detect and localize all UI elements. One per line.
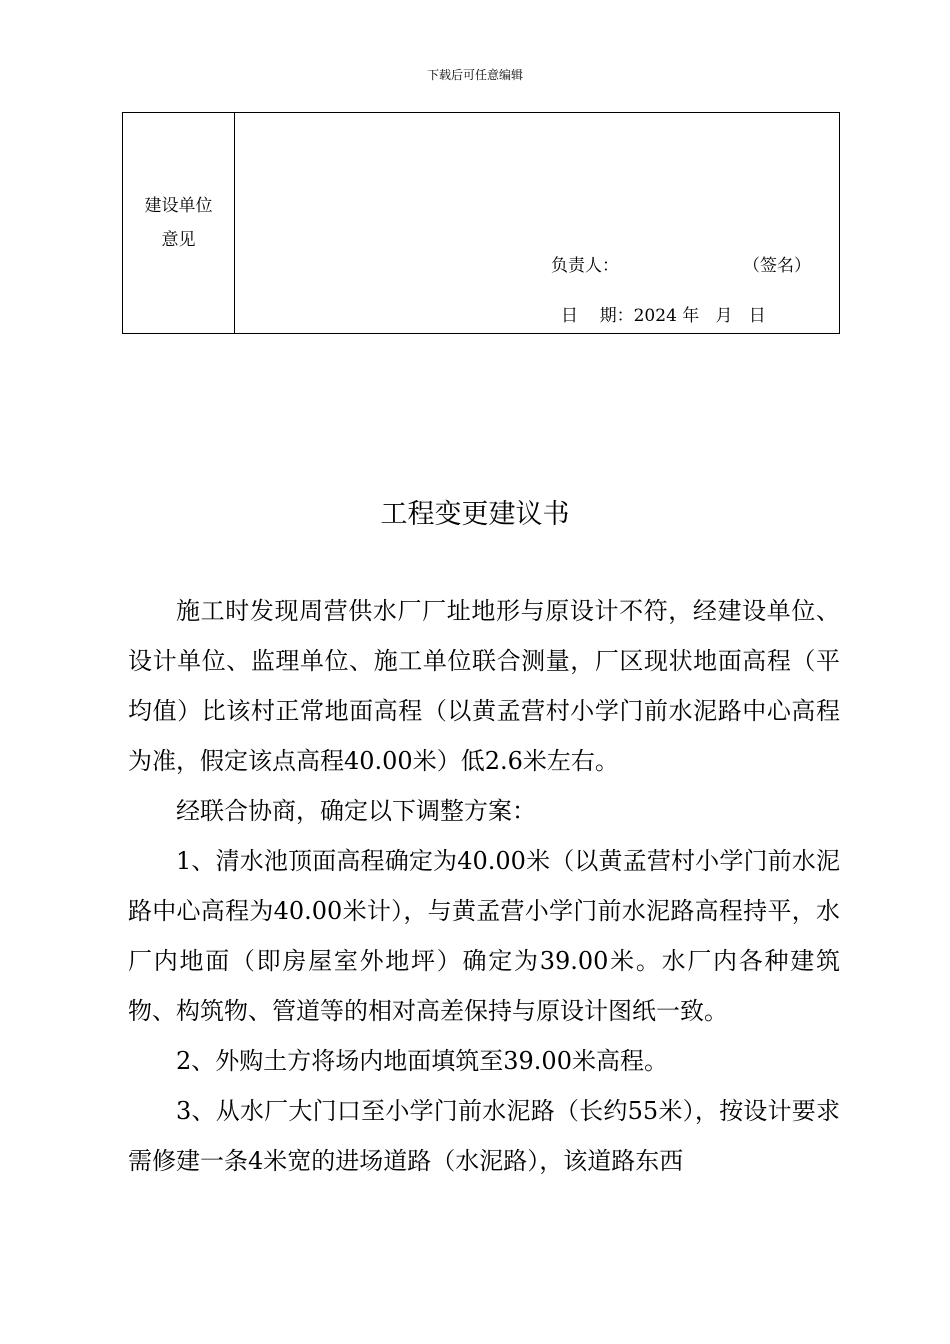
responsible-label: 负责人：: [551, 256, 619, 276]
paragraph: 1、清水池顶面高程确定为40.00米（以黄孟营村小学门前水泥路中心高程为40.00米计），与黄孟营小学门前水泥路高程持平，水厂内地面（即房屋室外地坪）确定为39.00米。水厂内各种建筑物、构筑物、管道等的相对高差保持与原设计图纸一致。: [128, 847, 840, 1025]
paragraph: 2、外购土方将场内地面填筑至39.00米高程。: [176, 1047, 668, 1075]
label-line-2: 意见: [161, 230, 196, 250]
paragraph: 施工时发现周营供水厂厂址地形与原设计不符，经建设单位、设计单位、监理单位、施工单位联合测量，厂区现状地面高程（平均值）比该村正常地面高程（以黄孟营村小学门前水泥路中心高程为准，假定该点高程40.00米）低2.6米左右。: [128, 597, 840, 775]
signature-note: （签名）: [743, 256, 811, 276]
paragraph: 经联合协商，确定以下调整方案：: [176, 797, 536, 825]
paragraph: 3、从水厂大门口至小学门前水泥路（长约55米），按设计要求需修建一条4米宽的进场道路（水泥路），该道路东西: [128, 1097, 840, 1175]
label-line-1: 建设单位: [144, 196, 213, 216]
opinion-table: [122, 112, 840, 334]
document-title: 工程变更建议书: [380, 499, 570, 530]
document-body: [128, 586, 840, 1186]
table-label-cell: [123, 113, 235, 333]
header-note: 下载后可任意编辑: [426, 68, 523, 82]
date-line: 日 期：2024 年 月 日: [561, 306, 766, 326]
